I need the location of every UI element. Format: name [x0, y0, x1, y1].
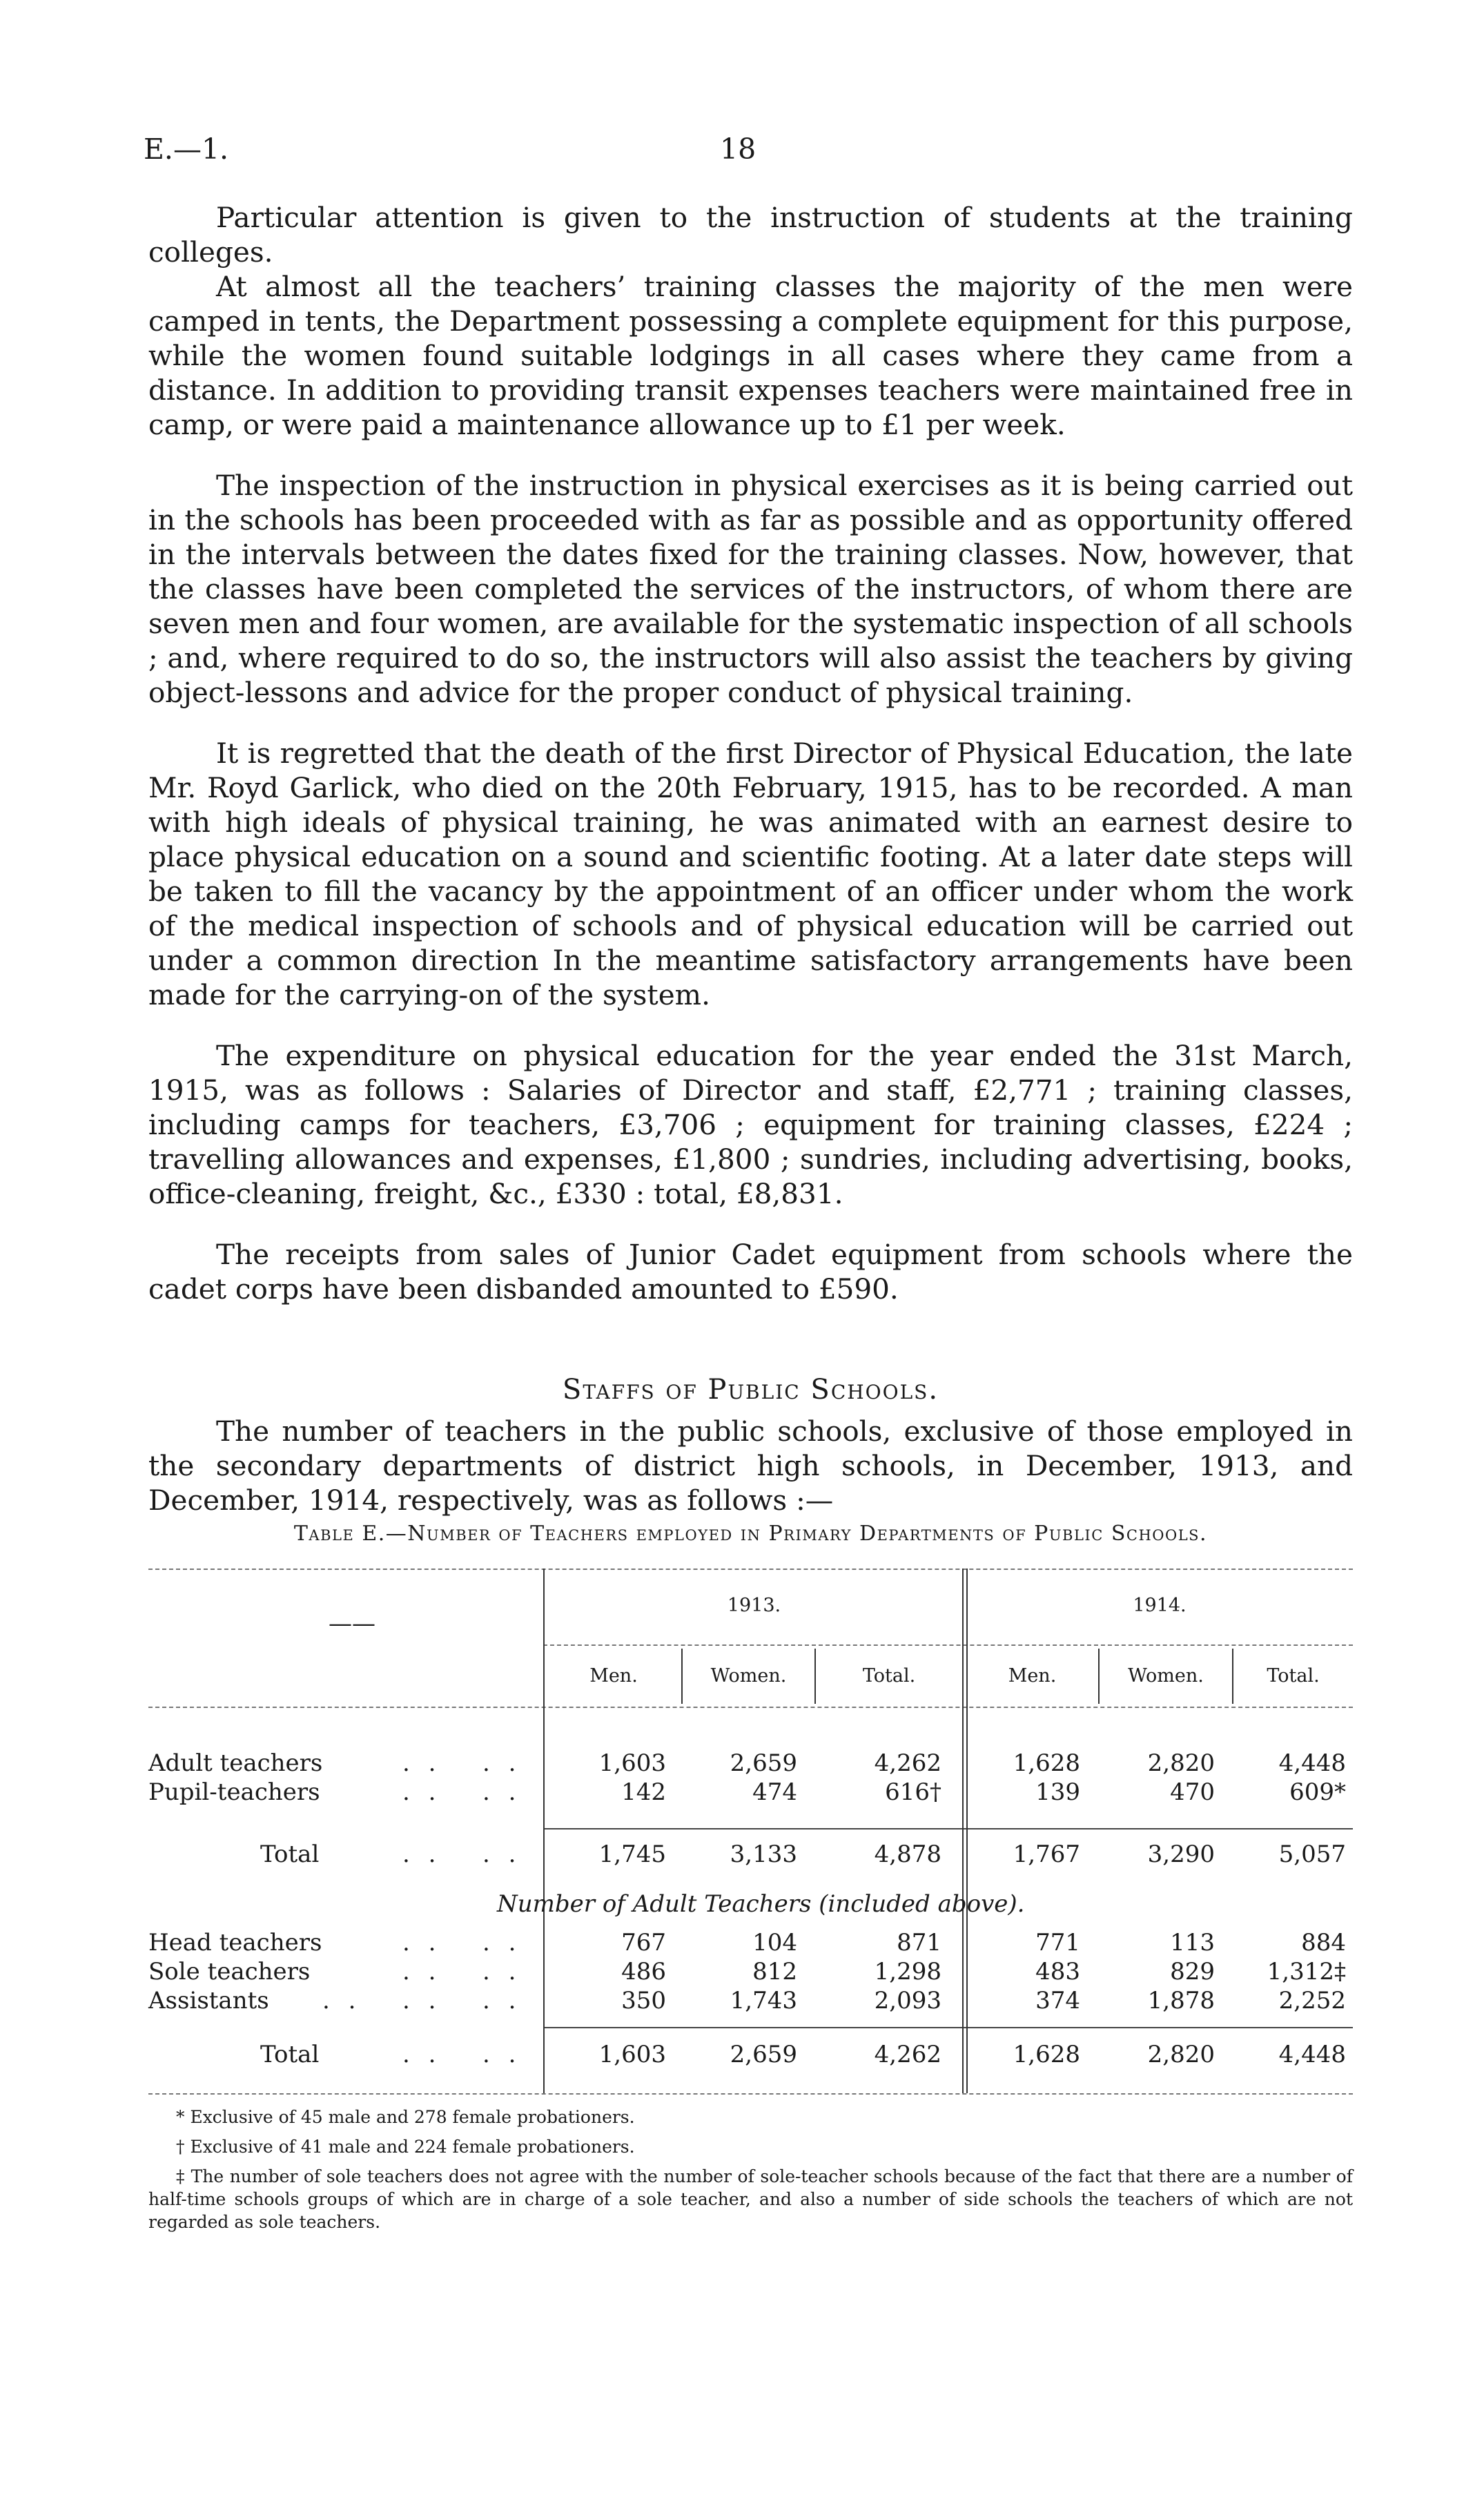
- cell-men-1914: 771: [1035, 1929, 1080, 1957]
- table-top-rule: [148, 1569, 1353, 1570]
- section-intro: The number of teachers in the public schools, exclusive of those employed in the secondary departments of district high schools, in December, 1913, and December, 1914, respectively, was as follows :—: [148, 1415, 1353, 1517]
- cell-total-1913: 871: [897, 1929, 941, 1957]
- table-caption: Table E.—Number of Teachers employed in Primary Departments of Public Schools.: [293, 1522, 1208, 1546]
- cell-total-1913: 4,262: [874, 1749, 941, 1777]
- leader-dots: . .: [402, 1929, 442, 1957]
- column-header-rule: [148, 1707, 1353, 1708]
- cell-men-1914: 139: [1035, 1778, 1080, 1806]
- leader-dots: . .: [402, 2041, 442, 2068]
- table-subheading: Number of Adult Teachers (included above).: [497, 1890, 1025, 1918]
- paragraph-inspection: The inspection of the instruction in physical exercises as it is being carried out in the schools has been proceeded with as far as possible and as opportunity offered in the intervals between the dates fixed for the training classes. Now, however, that the classes have been completed the services of the instructors, of whom there are seven men and four women, are available for the systematic inspection of all schools ; and, where required to do so, the instructors will also assist the teachers by giving object-lessons and advice for the proper conduct of physical training.: [148, 469, 1353, 709]
- row-label: Pupil-teachers: [148, 1778, 320, 1806]
- cell-total-1913: 616†: [885, 1778, 941, 1806]
- table-bottom-rule: [148, 2093, 1353, 2095]
- paragraph-receipts: The receipts from sales of Junior Cadet equipment from schools where the cadet corps have been disbanded amounted to £590.: [148, 1238, 1353, 1305]
- cell-women-1913: 2,659: [730, 2041, 797, 2068]
- document-reference: E.—1.: [144, 133, 229, 166]
- leader-dots: . .: [322, 1987, 362, 2015]
- cell-men-1913: 1,603: [598, 1749, 666, 1777]
- leader-dots: . .: [482, 1841, 522, 1868]
- footnotes: [148, 2106, 1353, 2240]
- leader-dots: . .: [402, 1958, 442, 1986]
- cell-men-1913: 350: [621, 1987, 666, 2015]
- cell-women-1914: 2,820: [1147, 1749, 1215, 1777]
- paragraph-training-colleges: Particular attention is given to the instruction of students at the training colleges.: [148, 201, 1353, 269]
- cell-women-1913: 104: [752, 1929, 797, 1957]
- leader-dots: . .: [482, 1749, 522, 1777]
- cell-women-1914: 2,820: [1147, 2041, 1215, 2068]
- cell-total-1914: 5,057: [1278, 1841, 1346, 1868]
- year-header-1913: 1913.: [727, 1595, 781, 1616]
- subtotal-rule-bottom: [543, 2027, 1353, 2028]
- cell-women-1913: 3,133: [730, 1841, 797, 1868]
- cell-women-1914: 1,878: [1147, 1987, 1215, 2015]
- year-divider: [962, 1569, 968, 2093]
- footnote-asterisk: * Exclusive of 45 male and 278 female probationers.: [176, 2107, 635, 2127]
- cell-total-1914: 4,448: [1278, 2041, 1346, 2068]
- body-text: [148, 200, 1353, 1517]
- stub-divider: [543, 1569, 545, 2093]
- cell-women-1914: 470: [1170, 1778, 1215, 1806]
- leader-dots: . .: [402, 1987, 442, 2015]
- cell-men-1913: 1,603: [598, 2041, 666, 2068]
- cell-men-1914: 374: [1035, 1987, 1080, 2015]
- leader-dots: . .: [402, 1841, 442, 1868]
- cell-men-1913: 142: [621, 1778, 666, 1806]
- section-title: Staffs of Public Schools.: [562, 1374, 939, 1406]
- cell-women-1914: 829: [1170, 1958, 1215, 1986]
- page-number: 18: [720, 133, 756, 166]
- paragraph-training-camps: At almost all the teachers’ training classes the majority of the men were camped in tents, the Department possessing a complete equipment for this purpose, while the women found suitable lodgings in all cases where they came from a distance. In addition to providing transit expenses teachers were maintained free in camp, or were paid a maintenance allowance up to £1 per week.: [148, 270, 1353, 441]
- stub-header-dash: ——: [329, 1610, 375, 1638]
- col-header-men-1914: Men.: [1008, 1665, 1057, 1687]
- cell-men-1913: 486: [621, 1958, 666, 1986]
- page-header: [144, 133, 1346, 174]
- leader-dots: . .: [402, 1778, 442, 1806]
- col-header-women-1913: Women.: [710, 1665, 787, 1687]
- cell-women-1914: 3,290: [1147, 1841, 1215, 1868]
- row-label: Total: [260, 2041, 320, 2068]
- row-label: Assistants: [148, 1987, 269, 2015]
- cell-women-1913: 474: [752, 1778, 797, 1806]
- cell-men-1914: 483: [1035, 1958, 1080, 1986]
- col-header-total-1914: Total.: [1267, 1665, 1320, 1687]
- col-header-women-1914: Women.: [1128, 1665, 1204, 1687]
- footnote-dagger: † Exclusive of 41 male and 224 female probationers.: [176, 2137, 635, 2157]
- col-header-men-1913: Men.: [589, 1665, 638, 1687]
- cell-total-1914: 884: [1301, 1929, 1346, 1957]
- col-header-total-1913: Total.: [862, 1665, 916, 1687]
- leader-dots: . .: [482, 1958, 522, 1986]
- paragraph-expenditure: The expenditure on physical education for the year ended the 31st March, 1915, was as follows : Salaries of Director and staff, £2,771 ; training classes, including camps for teachers, £3,706 ; equipment for training classes, £224 ; travelling allowances and expenses, £1,800 ; sundries, including advertising, books, office-cleaning, freight, &c., £330 : total, £8,831.: [148, 1039, 1353, 1210]
- paragraph-director-death: It is regretted that the death of the first Director of Physical Education, the late Mr. Royd Garlick, who died on the 20th February, 1915, has to be recorded. A man with high ideals of physical training, he was animated with an earnest desire to place physical education on a sound and scientific footing. At a later date steps will be taken to fill the vacancy by the appointment of an officer under whom the work of the medical inspection of schools and of physical education will be carried out under a common direction In the meantime satisfactory arrangements have been made for the carrying-on of the system.: [148, 737, 1353, 1011]
- cell-total-1913: 4,262: [874, 2041, 941, 2068]
- cell-men-1913: 767: [621, 1929, 666, 1957]
- leader-dots: . .: [482, 1778, 522, 1806]
- cell-men-1913: 1,745: [598, 1841, 666, 1868]
- leader-dots: . .: [402, 1749, 442, 1777]
- cell-total-1914: 2,252: [1278, 1987, 1346, 2015]
- cell-total-1913: 1,298: [874, 1958, 941, 1986]
- leader-dots: . .: [482, 1929, 522, 1957]
- cell-women-1914: 113: [1170, 1929, 1215, 1957]
- cell-total-1914: 4,448: [1278, 1749, 1346, 1777]
- cell-women-1913: 812: [752, 1958, 797, 1986]
- year-header-rule: [543, 1644, 1353, 1646]
- cell-total-1913: 2,093: [874, 1987, 941, 2015]
- year-header-1914: 1914.: [1133, 1595, 1187, 1616]
- cell-men-1914: 1,628: [1013, 1749, 1080, 1777]
- footnote-double-dagger: ‡ The number of sole teachers does not agree with the number of sole-teacher schools because of the fact that there are a number of half-time schools groups of which are in charge of a sole teacher, and also a number of side schools the teachers of which are not regarded as sole teachers.: [148, 2166, 1353, 2232]
- leader-dots: . .: [482, 1987, 522, 2015]
- row-label: Sole teachers: [148, 1958, 311, 1986]
- cell-total-1913: 4,878: [874, 1841, 941, 1868]
- cell-total-1914: 1,312‡: [1267, 1958, 1346, 1986]
- row-label: Head teachers: [148, 1929, 322, 1957]
- cell-women-1913: 2,659: [730, 1749, 797, 1777]
- row-label: Adult teachers: [148, 1749, 323, 1777]
- leader-dots: . .: [482, 2041, 522, 2068]
- cell-women-1913: 1,743: [730, 1987, 797, 2015]
- teachers-table: [148, 1569, 1353, 2093]
- cell-men-1914: 1,628: [1013, 2041, 1080, 2068]
- row-label: Total: [260, 1841, 320, 1868]
- cell-men-1914: 1,767: [1013, 1841, 1080, 1868]
- cell-total-1914: 609*: [1289, 1778, 1346, 1806]
- subtotal-rule-top: [543, 1828, 1353, 1829]
